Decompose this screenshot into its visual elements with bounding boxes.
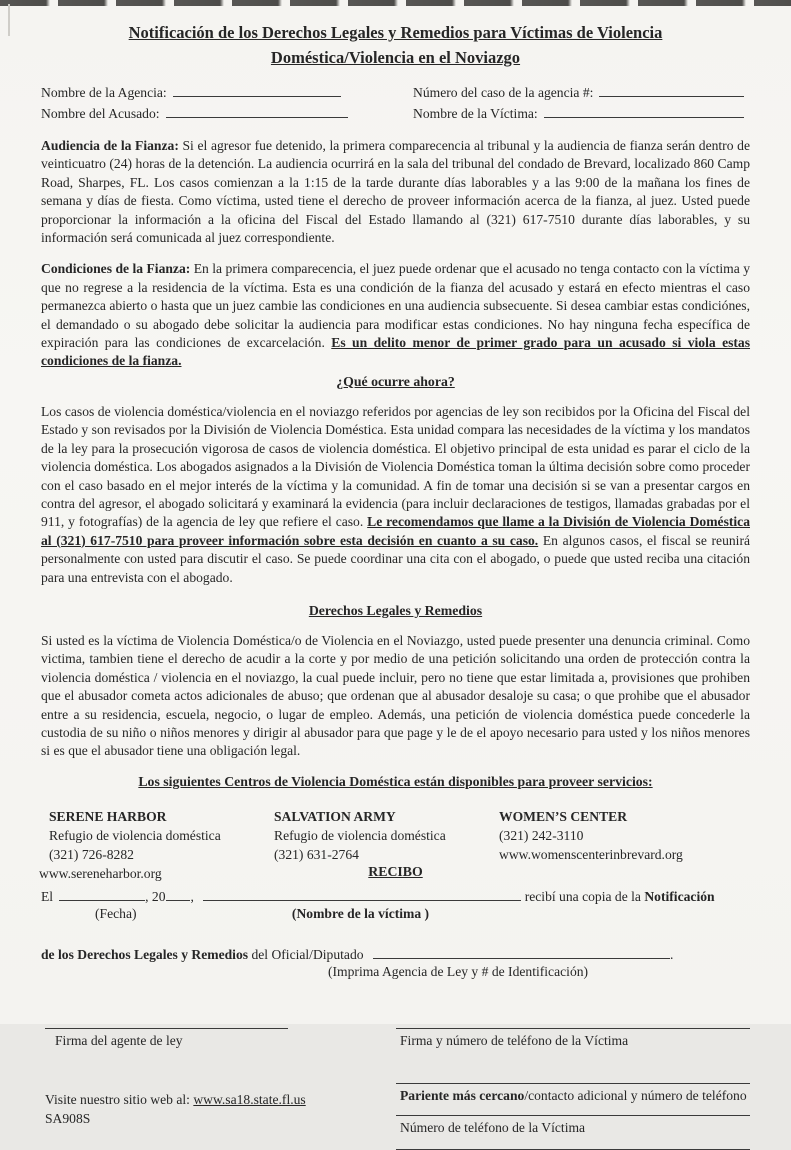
receipt-line2 (41, 946, 750, 963)
bail-hearing-text: Si el agresor fue detenido, la primera comparecencia al tribunal y la audiencia de fianza serán dentro de veinticuatro (24) horas de la detención. La audiencia ocurrirá en la sala del tribunal del condado de Brevard, localizado 860 Camp Road, Sharpes, FL. Los casos comienzan a la 1:15 de la tarde durante días laborables y a las 9:00 de la mañana los fines de semana y días de fiesta. Como víctima, usted tiene el derecho de proveer información acerca de la fianza, al juez. Usted puede proporcionar la información a la oficina del Fiscal del Estado llamando al (321) 617-7510 durante días laborables, y su información será comunicada al juez correspondiente. (41, 138, 750, 246)
what-now-heading: ¿Qué ocurre ahora? (336, 373, 455, 389)
website-url: www.sa18.state.fl.us (193, 1091, 306, 1107)
bail-hearing-heading: Audiencia de la Fianza: (41, 138, 179, 153)
center-womens-center (491, 807, 683, 883)
agency-name-label: Nombre de la Agencia: (41, 85, 167, 100)
agency-name-field (173, 82, 341, 97)
official-name-field (373, 946, 670, 959)
center-url: www.sereneharbor.org (39, 865, 162, 881)
spacer (396, 1105, 750, 1115)
document-title (41, 20, 750, 70)
next-of-kin-label (396, 1084, 750, 1105)
bail-hearing-paragraph (41, 137, 750, 247)
bail-conditions-warning: Es un delito menor de primer grado para un acusado si viola estas condiciones de la fianza. (41, 335, 751, 369)
document-title-line2: Doméstica/Violencia en el Noviazgo (270, 48, 521, 67)
centers-heading: Los siguientes Centros de Violencia Doméstica están disponibles para proveer servicios: (138, 773, 653, 789)
victim-name-sublabel: (Nombre de la víctima ) (291, 905, 430, 921)
receipt-victim-name-field (203, 888, 521, 901)
receipt-notification-word: Notificación (644, 888, 715, 904)
case-number-label: Número del caso de la agencia #: (413, 85, 594, 100)
scan-artifact-top-edge (0, 0, 791, 6)
officer-signature-label: Firma del agente de ley (55, 1032, 183, 1048)
accused-name-label: Nombre del Acusado: (41, 106, 160, 121)
receipt-line (41, 888, 750, 905)
receipt-el: El (41, 888, 54, 904)
next-of-kin-rest: /contacto adicional y número de teléfono (524, 1087, 747, 1103)
center-name: SERENE HARBOR (49, 808, 167, 824)
scan-artifact-left-edge (8, 4, 10, 36)
center-phone: (321) 726-8282 (49, 846, 134, 862)
accused-name-field (166, 103, 348, 118)
receipt-received-text: recibí una copia de la (524, 888, 641, 904)
next-of-kin-bold: Pariente más cercano (400, 1087, 525, 1103)
spacer (396, 1137, 750, 1149)
fecha-sublabel: (Fecha) (95, 905, 137, 921)
website-prompt: Visite nuestro sitio web al: (45, 1091, 190, 1107)
bail-conditions-heading: Condiciones de la Fianza: (41, 261, 191, 277)
document-title-line1: Notificación de los Derechos Legales y Remedios para Víctimas de Violencia (128, 23, 663, 42)
victim-signature-label: Firma y número de teléfono de la Víctima (400, 1032, 629, 1048)
center-serene-harbor (41, 807, 266, 883)
victim-name-field (544, 103, 744, 118)
center-phone: (321) 631-2764 (274, 846, 359, 862)
receipt-year-field (166, 888, 190, 901)
footer (41, 1090, 396, 1128)
center-name: SALVATION ARMY (274, 808, 396, 824)
what-now-emphasis: Le recomendamos que llame a la División de Violencia Doméstica al (321) 617-7510 para proveer información sobre esta decisión en cuanto a su caso. (41, 514, 750, 548)
agency-id-sublabel-row (41, 963, 750, 980)
center-phone: (321) 242-3110 (499, 827, 584, 843)
legal-rights-heading: Derechos Legales y Remedios (308, 602, 483, 618)
spacer (396, 1050, 750, 1083)
center-desc: Refugio de violencia doméstica (49, 827, 221, 843)
official-text: del Oficial/Diputado (251, 946, 364, 962)
agency-id-sublabel: (Imprima Agencia de Ley y # de Identificación) (328, 963, 589, 979)
center-name: WOMEN’S CENTER (499, 808, 628, 824)
legal-rights-paragraph: Si usted es la víctima de Violencia Doméstica/o de Violencia en el Noviazgo, usted puede presenter una denuncia criminal. Como victima, tambien tiene el derecho de acudir a la corte y por medio de una petición solicitando una orden de protección contra la violencia doméstica / violencia en el noviazgo, la cual puede incluir, pero no tiene que estar limitada a, provisiones que prohiben que el abusador cometa actos adicionales de abuso; que ordenan que al abusador desaloje su casa; o que prohibe que el abusador entre a su residencia, escuela, negocio, o lugar de empleo. Además, una petición de violencia doméstica puede concederle la custodia de su niño o niños menores y dirigir al abusador para que page y le de el apoyo necesario para usted y los niños menores si es que el abusador tiene una obligación legal. (41, 632, 750, 759)
center-url: www.womenscenterinbrevard.org (499, 846, 683, 862)
receipt-comma: , (190, 888, 194, 904)
victim-phone-label: Número de teléfono de la Víctima (400, 1119, 586, 1135)
center-desc: Refugio de violencia doméstica (274, 827, 446, 843)
victim-name-label: Nombre de la Víctima: (413, 106, 538, 121)
signature-right-column (396, 1028, 750, 1150)
what-now-text2: En algunos casos, el fiscal se reunirá personalmente con usted para discutir el caso. Se puede coordinar una cita con el abogado, o puede que usted reciba una citación para una entrevista con el abogado. (41, 532, 751, 585)
what-now-paragraph (41, 403, 750, 587)
bail-conditions-text: En la primera comparecencia, el juez puede ordenar que el acusado no tenga contacto con la víctima y que no regrese a la residencia de la víctima. Esta es una condición de la fianza del acusado y estará en efecto mientras el caso permanezca abierto o hasta que un juez cambie las condiciones en una audiencia subsecuente. Si desea cambiar estas condiciónes, el demandado o su abogado debe solicitar la audiencia para modificar estas condiciones. No hay ninguna fecha específica de expiración para las condiciones de excarcelación. (41, 261, 750, 351)
receipt-heading: RECIBO (368, 863, 423, 879)
signature-area (41, 1028, 750, 1150)
form-code: SA908S (45, 1110, 91, 1126)
case-number-field (599, 82, 744, 97)
receipt-date-field (59, 888, 145, 901)
signature-left-column (41, 1028, 396, 1150)
rights-bold-text: de los Derechos Legales y Remedios (41, 946, 249, 962)
header-fields (41, 82, 750, 124)
what-now-text1: Los casos de violencia doméstica/violencia en el noviazgo referidos por agencias de ley son recibidos por la Oficina del Fiscal del Estado y son revisados por la División de Violencia Doméstica. Esta unidad compara las necesidades de la víctima y los mandatos de la ley para la prosecución vigorosa de casos de violencia doméstica. El objetivo principal de esta unidad es parar el ciclo de la violencia doméstica. Los abogados asignados a la División de Violencia Doméstica toman la última decisión sobre como proceder con el caso basado en el mejor interés de la víctima y la comunidad. A fin de tomar una decisión si se van a presentar cargos en contra del agresor, el abogado solicitará y examinará la evidencia (para incluir declaraciones de testigos, llamadas grabadas por el 911, y fotografías) de la agencia de ley que refiere el caso. (41, 403, 750, 530)
line2-period: . (669, 946, 674, 962)
receipt-sublabels (41, 905, 750, 922)
receipt-year-prefix: , 20 (145, 888, 166, 904)
bail-conditions-paragraph (41, 260, 750, 370)
